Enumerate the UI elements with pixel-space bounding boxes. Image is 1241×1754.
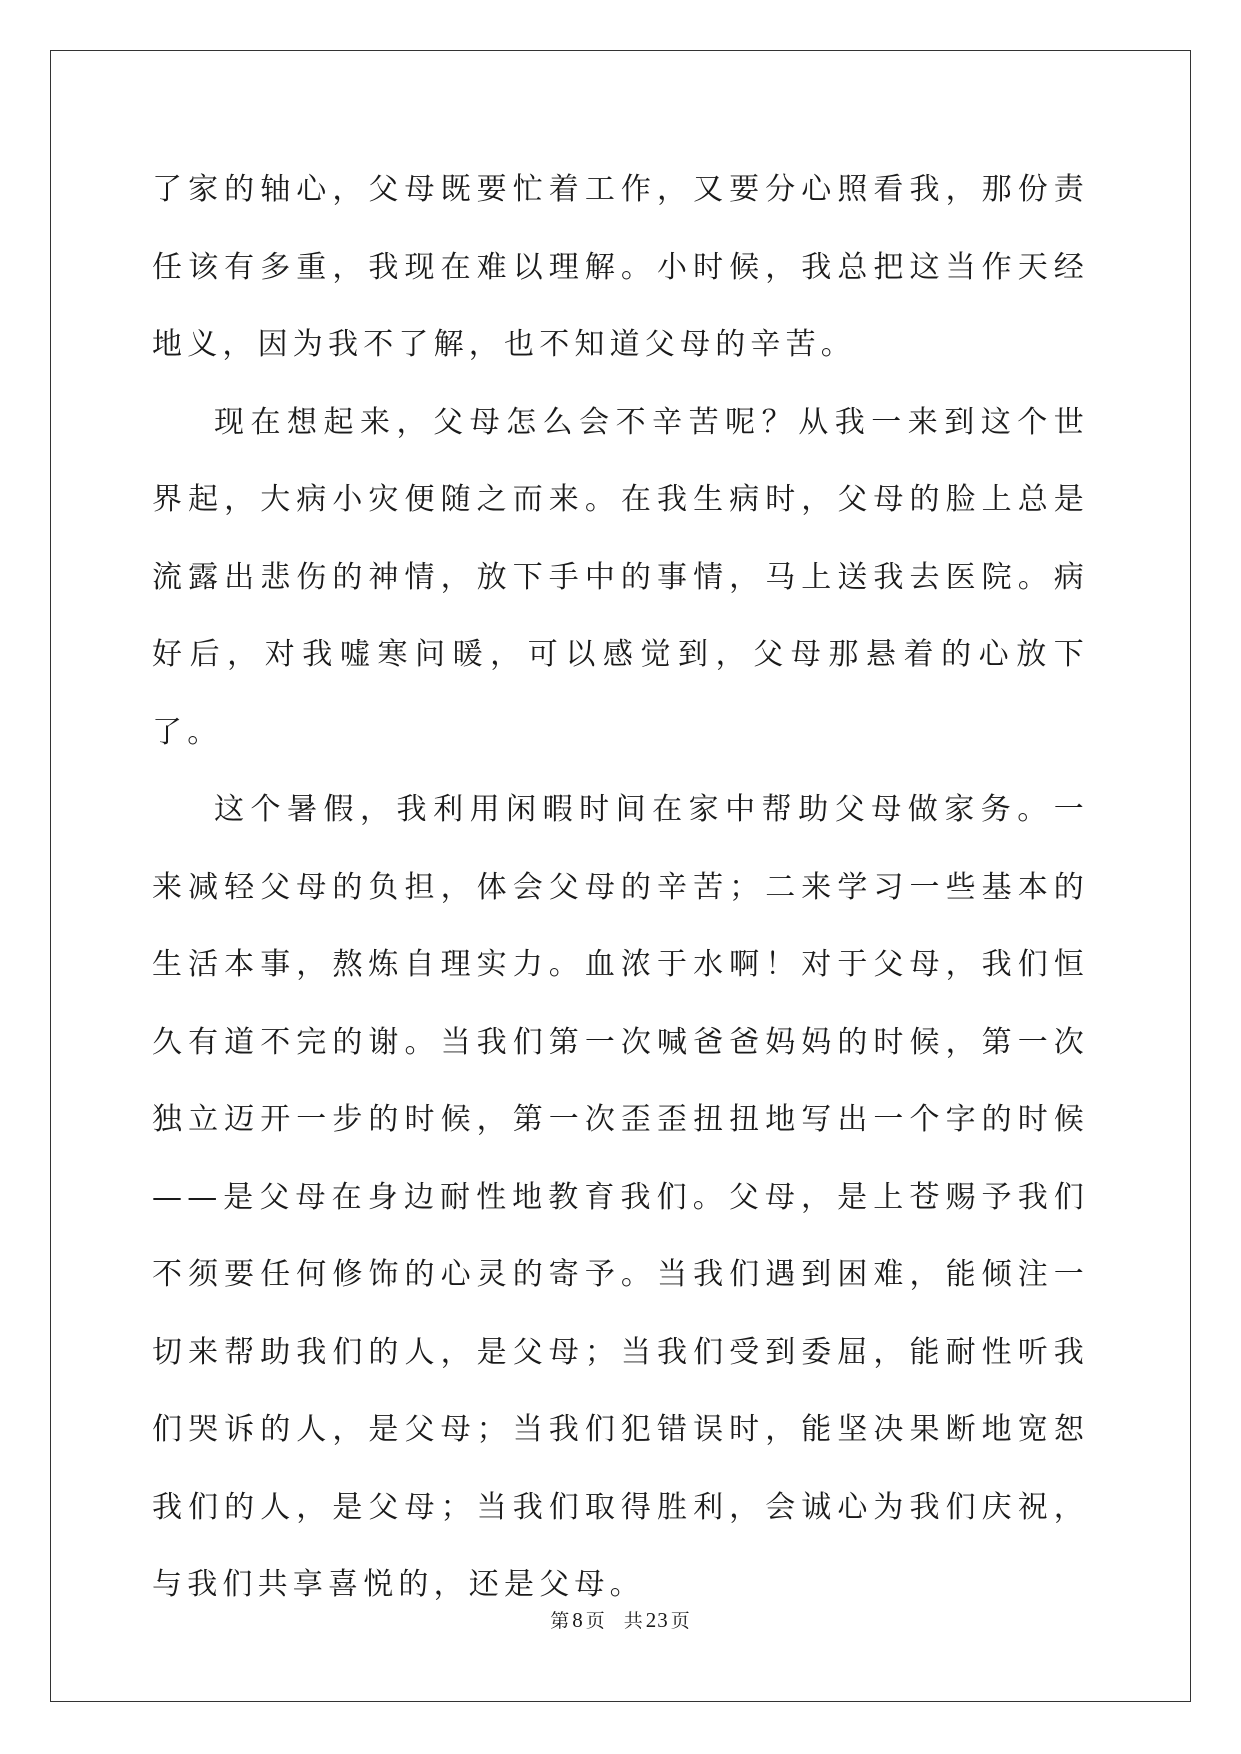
total-prefix: 共 <box>623 1610 644 1632</box>
total-suffix: 页 <box>670 1610 691 1632</box>
page-number: 8 <box>572 1608 584 1632</box>
paragraph-2: 现在想起来，父母怎么会不辛苦呢？从我一来到这个世界起，大病小灾便随之而来。在我生病时，父母的脸上总是流露出悲伤的神情，放下手中的事情，马上送我去医院。病好后，对我嘘寒问暖，可以感觉到，父母那悬着的心放下了。 <box>152 404 1089 750</box>
page-suffix: 页 <box>585 1610 606 1632</box>
page-prefix: 第 <box>550 1610 571 1632</box>
total-pages: 23 <box>645 1608 669 1632</box>
paragraph-1: 了家的轴心，父母既要忙着工作，又要分心照看我，那份责任该有多重，我现在难以理解。小时候，我总把这当作天经地义，因为我不了解，也不知道父母的辛苦。 <box>152 172 1089 362</box>
paragraph-3: 这个暑假，我利用闲暇时间在家中帮助父母做家务。一来减轻父母的负担，体会父母的辛苦；二来学习一些基本的生活本事，熬炼自理实力。血浓于水啊！对于父母，我们恒久有道不完的谢。当我们第一次喊爸爸妈妈的时候，第一次独立迈开一步的时候，第一次歪歪扭扭地写出一个字的时候——是父母在身边耐性地教育我们。父母，是上苍赐予我们不须要任何修饰的心灵的寄予。当我们遇到困难，能倾注一切来帮助我们的人，是父母；当我们受到委屈，能耐性听我们哭诉的人，是父母；当我们犯错误时，能坚决果断地宽恕我们的人，是父母；当我们取得胜利，会诚心为我们庆祝，与我们共享喜悦的，还是父母。 <box>152 792 1089 1602</box>
document-body <box>152 151 1089 1624</box>
page-footer <box>0 1606 1241 1633</box>
